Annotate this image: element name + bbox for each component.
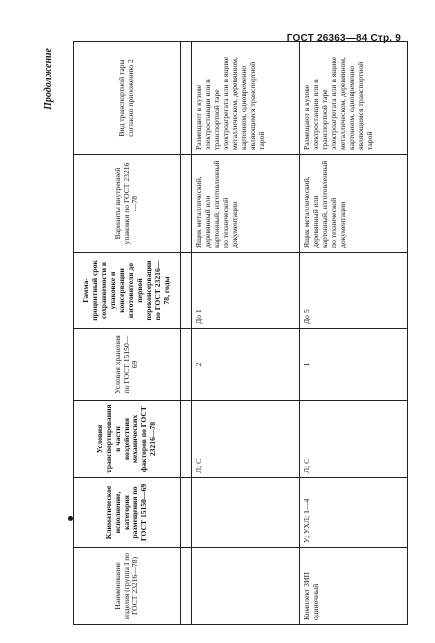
cell-term: До 1 — [192, 253, 300, 329]
packaging-table — [73, 41, 408, 625]
cell-container: Размещают в кузове электростанции или в транспортной таре электроагрегата или в ящике металлическом, деревянном, картонном, одновременно являющимся транспортной тарой — [192, 42, 300, 155]
separator-cell — [181, 329, 192, 401]
separator-cell — [181, 478, 192, 548]
header-row — [74, 42, 181, 625]
cell-storage: 1 — [300, 329, 408, 401]
cell-climate — [192, 478, 300, 548]
separator-row — [181, 42, 192, 625]
rotated-content — [43, 42, 411, 625]
cell-term: До 5 — [300, 253, 408, 329]
cell-name — [192, 548, 300, 625]
cell-transport: Л; С — [192, 401, 300, 478]
cell-transport: Л; С — [300, 401, 408, 478]
cell-name: Комплект ЗИП одиночный — [300, 548, 408, 625]
col-header-name: Наименование изделия (группа I по ГОСТ 23216—78) — [74, 548, 181, 625]
continuation-label: Продолжение — [43, 48, 54, 110]
separator-cell — [181, 42, 192, 155]
separator-cell — [181, 401, 192, 478]
cell-container: Размещают в кузове электростанции или в транспортной таре электроагрегата или в ящике металлическом, деревянном, картонном, одновременно являющимся транспортной тарой — [300, 42, 408, 155]
cell-storage: 2 — [192, 329, 300, 401]
page-header: ГОСТ 26363—84 Стр. 9 — [286, 33, 401, 44]
separator-cell — [181, 253, 192, 329]
col-header-term: Гамма-процентный срок сохраняемости в упаковке и консервации изготовителя до первой переконсервации по ГОСТ 23216—78, годы — [74, 253, 181, 329]
cell-packing: Ящик металлический, деревянный или картонный, изготовленный по технической документации — [192, 155, 300, 253]
separator-cell — [181, 548, 192, 625]
col-header-packing: Варианты внутренней упаковки по ГОСТ 23216—78 — [74, 155, 181, 253]
col-header-container: Вид транспортной тары согласно приложению 2 — [74, 42, 181, 155]
separator-cell — [181, 155, 192, 253]
cell-climate: У; УХЛ; 1—4 — [300, 478, 408, 548]
cell-packing: Ящик металлический, деревянный или картонный, изготовленный по технической документации — [300, 155, 408, 253]
table-row — [192, 42, 300, 625]
col-header-transport: Условия транспортирования в части воздействия механических факторов по ГОСТ 23216—78 — [74, 401, 181, 478]
col-header-climate: Климатическое исполнение, категория размещения по ГОСТ 15150—69 — [74, 478, 181, 548]
table-row — [300, 42, 408, 625]
col-header-storage: Условия хранения по ГОСТ 15150—69 — [74, 329, 181, 401]
